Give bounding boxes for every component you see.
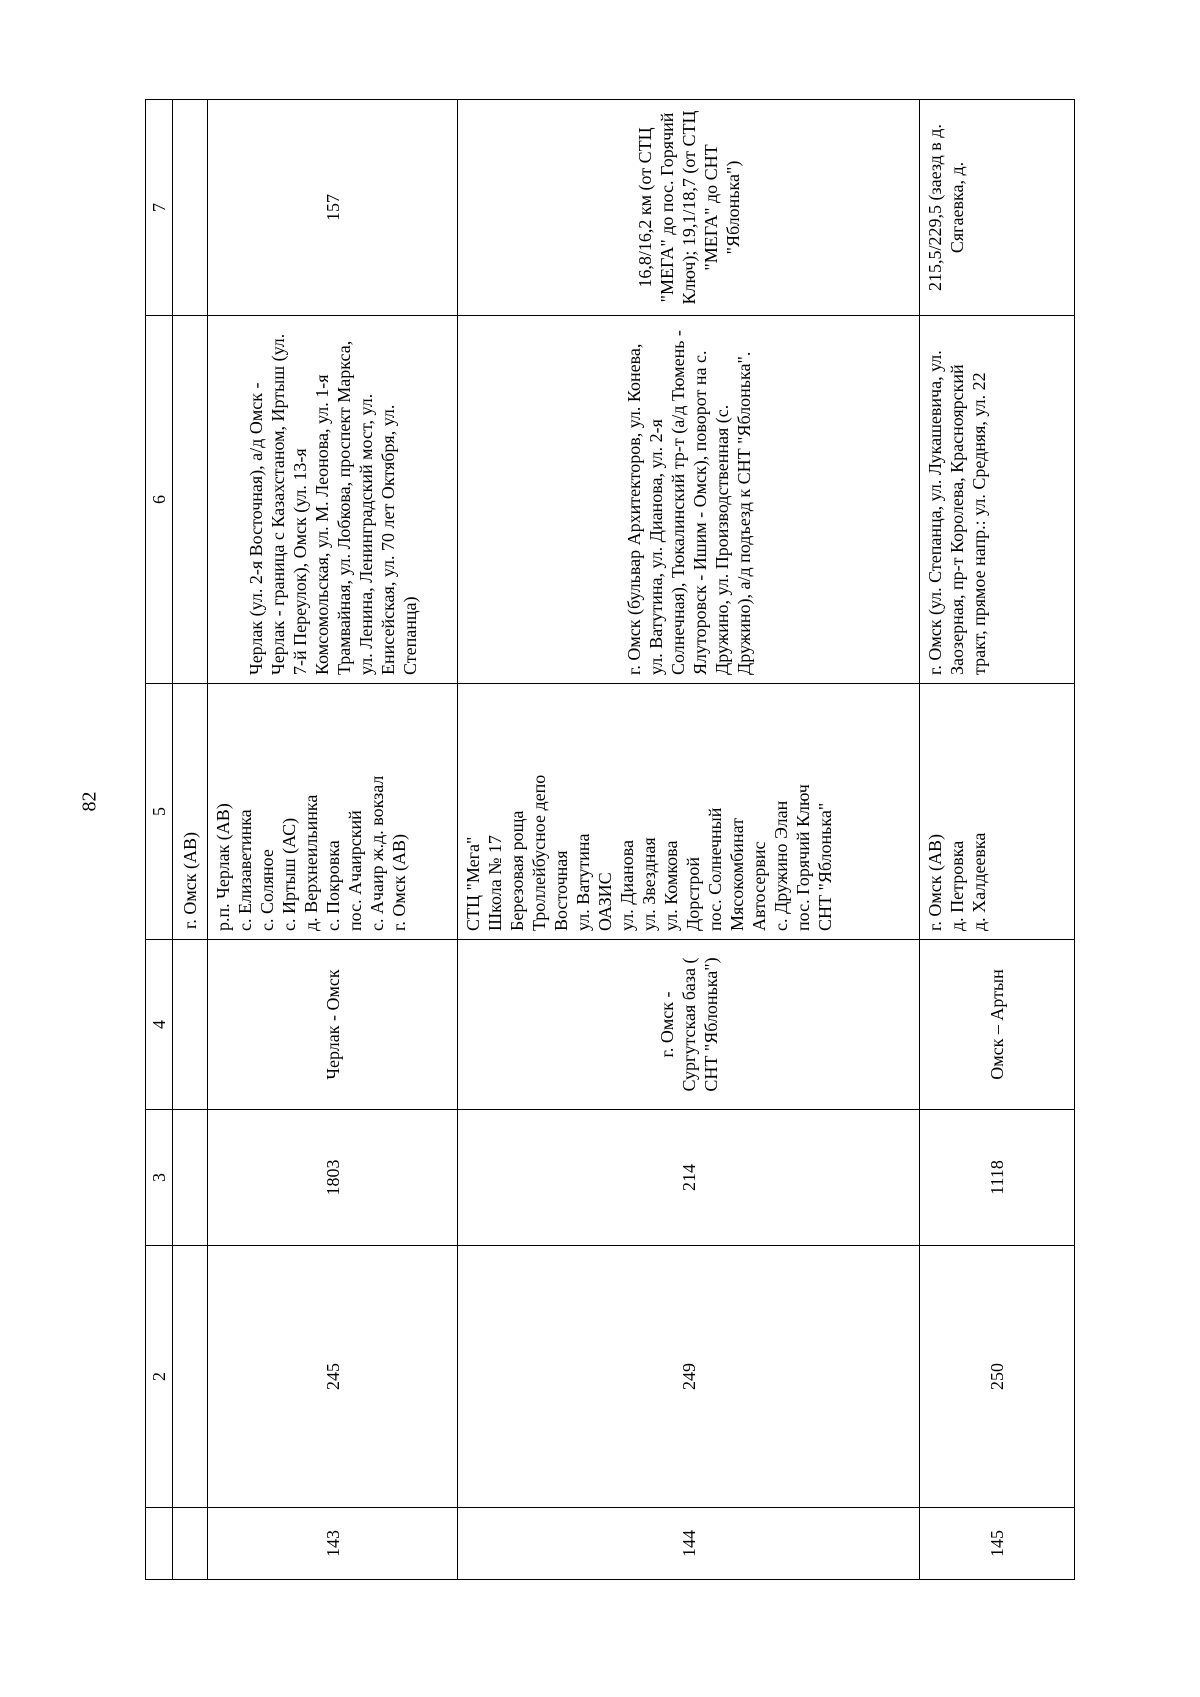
header-cell: 3 bbox=[146, 1110, 173, 1246]
route-path: Черлак (ул. 2-я Восточная), а/д Омск - Черлак - граница с Казахстаном, Иртыш (ул. 7-й Переулок), Омск (ул. 13-я Комсомольская, ул. М. Леонова, ул. 1-я Трамвайная, ул. Лобкова, проспект Маркса, ул. Ленина, Ленинградский мост, ул. Енисейская, ул. 70 лет Октября, ул. Степанца) bbox=[208, 316, 458, 684]
registration-number: 250 bbox=[920, 1246, 1075, 1508]
stop-item: ул. Ватутина bbox=[573, 833, 593, 931]
row-number: 145 bbox=[920, 1508, 1075, 1580]
stop-item: ОАЗИС bbox=[595, 872, 615, 931]
stop-item: Мясокомбинат bbox=[727, 818, 747, 931]
route-path: г. Омск (ул. Степанца, ул. Лукашевича, ул. Заозерная, пр-т Королева, Красноярский тракт, прямое напр.: ул. Средняя, ул. 22 bbox=[920, 316, 1075, 684]
route-code: 214 bbox=[458, 1110, 920, 1246]
stop-item: пос. Горячий Ключ bbox=[793, 784, 813, 931]
stop-item: г. Омск (АВ) bbox=[925, 834, 945, 931]
stop-item: СТЦ "Мега" bbox=[463, 836, 483, 931]
rotated-table-container bbox=[145, 100, 1075, 1580]
stop-item: Школа № 17 bbox=[485, 835, 505, 931]
stop-item: с. Иртыш (АС) bbox=[279, 817, 299, 931]
route-length: 16,8/16,2 км (от СТЦ "МЕГА" до пос. Горячий Ключ); 19,1/18,7 (от СТЦ "МЕГА" до СНТ "Яблонька") bbox=[458, 100, 920, 316]
continuation-row bbox=[173, 100, 208, 1580]
header-cell: 4 bbox=[146, 940, 173, 1110]
page-number: 82 bbox=[78, 791, 101, 812]
stop-item: СНТ "Яблонька" bbox=[815, 802, 835, 931]
route-name: г. Омск - Сургутская база ( СНТ "Яблонька") bbox=[458, 940, 920, 1110]
registration-number: 245 bbox=[208, 1246, 458, 1508]
stop-item: д. Верхнеильинка bbox=[301, 794, 321, 931]
stop-item: Троллейбусное депо bbox=[529, 774, 549, 931]
stop-item: ул. Комкова bbox=[661, 840, 681, 931]
stop-item: Автосервис bbox=[749, 841, 769, 931]
stop-item: с. Дружино Элан bbox=[771, 800, 791, 931]
stop-item: Березовая роща bbox=[507, 810, 527, 931]
header-cell: 2 bbox=[146, 1246, 173, 1508]
header-cell bbox=[146, 1508, 173, 1580]
stop-item: с. Покровка bbox=[323, 840, 343, 931]
route-path: г. Омск (бульвар Архитекторов, ул. Конева, ул. Ватутина, ул. Дианова, ул. 2-я Солнечная), Тюкалинский тр-т (а/д Тюмень - Ялуторовск - Ишим - Омск), поворот на с. Дружино, ул. Производственная (с. Дружино), а/д подъезд к СНТ "Яблонька". bbox=[458, 316, 920, 684]
row-number: 144 bbox=[458, 1508, 920, 1580]
header-cell: 5 bbox=[146, 684, 173, 940]
stop-item: д. Халдеевка bbox=[969, 832, 989, 931]
route-length: 157 bbox=[208, 100, 458, 316]
route-code: 1803 bbox=[208, 1110, 458, 1246]
stop-item: пос. Солнечный bbox=[705, 807, 725, 931]
table-row bbox=[920, 100, 1075, 1580]
table-row bbox=[208, 100, 458, 1580]
stop-item: р.п. Черлак (АВ) bbox=[213, 803, 233, 931]
stop-item: г. Омск (АВ) bbox=[389, 834, 409, 931]
stop-item: с. Ачаир ж.д. вокзал bbox=[367, 775, 387, 931]
registration-number: 249 bbox=[458, 1246, 920, 1508]
header-cell: 7 bbox=[146, 100, 173, 316]
stop-item: Восточная bbox=[551, 850, 571, 931]
stop-item: д. Петровка bbox=[947, 840, 967, 931]
row-number: 143 bbox=[208, 1508, 458, 1580]
table-row bbox=[458, 100, 920, 1580]
header-cell: 6 bbox=[146, 316, 173, 684]
route-length: 215,5/229,5 (заезд в д. Сягаевка, д. bbox=[920, 100, 1075, 316]
route-code: 1118 bbox=[920, 1110, 1075, 1246]
routes-table bbox=[145, 99, 1075, 1580]
header-row bbox=[146, 100, 173, 1580]
stop-item: с. Елизаветинка bbox=[235, 809, 255, 931]
stops-list bbox=[920, 684, 1075, 940]
stop-cell: г. Омск (АВ) bbox=[173, 684, 208, 940]
stop-item: ул. Звездная bbox=[639, 837, 659, 931]
stop-item: Дорстрой bbox=[683, 857, 703, 931]
stop-item: ул. Дианова bbox=[617, 840, 637, 931]
route-name: Черлак - Омск bbox=[208, 940, 458, 1110]
stops-list bbox=[208, 684, 458, 940]
route-name: Омск – Артын bbox=[920, 940, 1075, 1110]
stop-item: пос. Ачаирский bbox=[345, 810, 365, 931]
stops-list bbox=[458, 684, 920, 940]
stop-item: с. Соляное bbox=[257, 849, 277, 931]
